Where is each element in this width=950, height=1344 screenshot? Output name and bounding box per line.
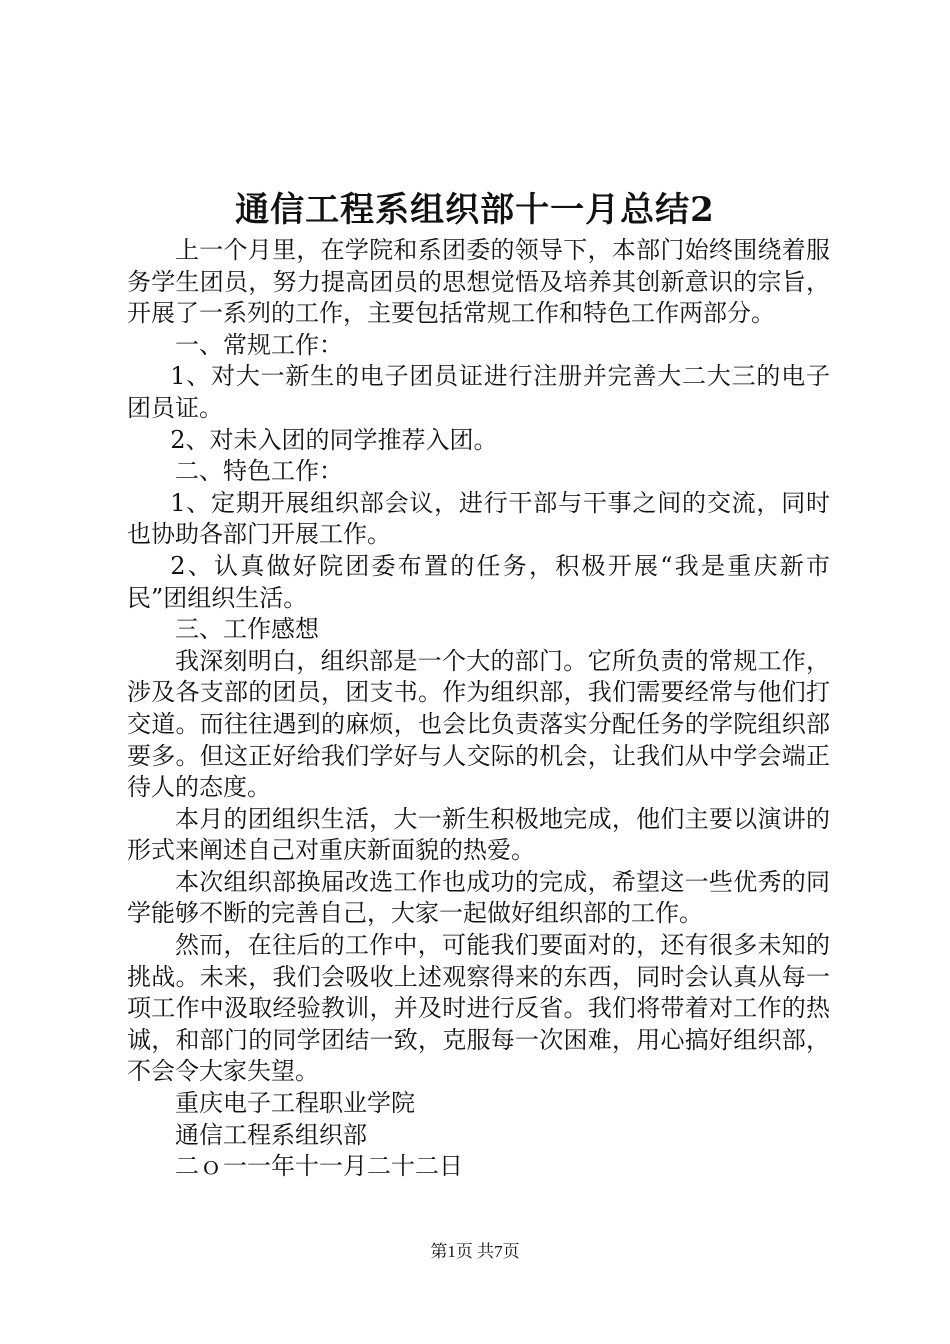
section-heading-reflections: 三、工作感想	[175, 615, 319, 644]
special-item-2: 2、认真做好院团委布置的任务，积极开展“我是重庆新市民”团组织生活。	[127, 551, 830, 612]
reflection-paragraph-2: 本月的团组织生活，大一新生积极地完成，他们主要以演讲的形式来阐述自己对重庆新面貌的热爱。	[127, 804, 830, 865]
section-heading-routine-work: 一、常规工作：	[175, 330, 343, 359]
reflection-paragraph-4: 然而，在往后的工作中，可能我们要面对的，还有很多未知的挑战。未来，我们会吸收上述观察得来的东西，同时会认真从每一项工作中汲取经验教训，并及时进行反省。我们将带着对工作的热诚，和部门的同学团结一致，克服每一次困难，用心搞好组织部，不会令大家失望。	[127, 931, 830, 1086]
signature-school: 重庆电子工程职业学院	[175, 1089, 415, 1118]
reflection-paragraph-3: 本次组织部换届改选工作也成功的完成，希望这一些优秀的同学能够不断的完善自己，大家一起做好组织部的工作。	[127, 867, 830, 928]
page-number-footer: 第1页 共7页	[430, 1242, 520, 1261]
document-body	[127, 235, 830, 1183]
section-heading-special-work: 二、特色工作：	[175, 457, 343, 486]
reflection-paragraph-1: 我深刻明白，组织部是一个大的部门。它所负责的常规工作，涉及各支部的团员，团支书。作为组织部，我们需要经常与他们打交道。而往往遇到的麻烦，也会比负责落实分配任务的学院组织部要多。但这正好给我们学好与人交际的机会，让我们从中学会端正待人的态度。	[127, 646, 830, 802]
signature-date: 二ｏ一一年十一月二十二日	[175, 1152, 463, 1181]
routine-item-2: 2、对未入团的同学推荐入团。	[170, 425, 498, 454]
page-title: 通信工程系组织部十一月总结2	[235, 190, 715, 230]
intro-paragraph: 上一个月里，在学院和系团委的领导下，本部门始终围绕着服务学生团员，努力提高团员的思想觉悟及培养其创新意识的宗旨，开展了一系列的工作，主要包括常规工作和特色工作两部分。	[127, 236, 830, 328]
routine-item-1: 1、对大一新生的电子团员证进行注册并完善大二大三的电子团员证。	[127, 362, 830, 422]
special-item-1: 1、定期开展组织部会议，进行干部与干事之间的交流，同时也协助各部门开展工作。	[127, 488, 830, 549]
signature-department: 通信工程系组织部	[175, 1120, 367, 1149]
